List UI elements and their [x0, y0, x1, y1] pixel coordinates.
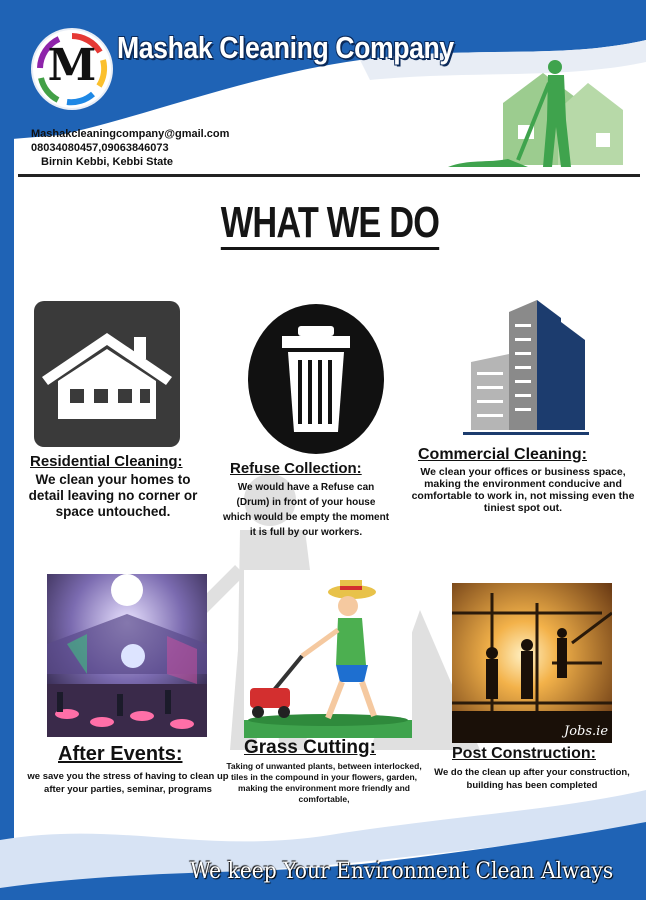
header-divider [18, 174, 640, 177]
service-text-events: we save you the stress of having to clean up after your parties, seminar, programs [27, 771, 229, 795]
address-text: Birnin Kebbi, Kebbi State [41, 156, 174, 168]
logo-letter: M [47, 40, 97, 91]
company-name: Mashak Cleaning Company [117, 30, 454, 65]
service-heading-commercial: Commercial Cleaning: [418, 446, 587, 463]
service-heading-residential: Residential Cleaning: [30, 453, 183, 470]
footer-slogan: We keep Your Environment Clean Always [190, 859, 614, 884]
email-text: Mashakcleaningcompany@gmail.com [31, 128, 230, 140]
service-heading-grass: Grass Cutting: [244, 737, 376, 758]
page-title [73, 198, 588, 248]
service-text-refuse: We would have a Refuse can (Drum) in front of your house which would be empty the moment it is full by our workers. [222, 482, 390, 538]
service-text-residential: We clean your homes to detail leaving no corner or space untouched. [28, 472, 198, 519]
left-blue-border [0, 0, 14, 900]
service-text-grass: Taking of unwanted plants, between interlocked, tiles in the compound in your flowers, garden, making the environment more friendly and comfortable, [226, 761, 422, 804]
cleaner-houses-icon [448, 55, 633, 173]
house-icon [34, 301, 180, 447]
service-heading-events: After Events: [58, 743, 183, 765]
company-logo [33, 30, 111, 108]
service-text-commercial: We clean your offices or business space, making the environment conducive and comfortable to work in, not missing even the tiniest spot out. [411, 466, 635, 514]
construction-workers-photo [452, 583, 612, 743]
service-heading-construction: Post Construction: [452, 745, 596, 762]
phone-text: 08034080457,09063846073 [31, 142, 169, 154]
photo-watermark-text: Jobs.ie [564, 724, 609, 739]
lawn-mower-illustration [244, 570, 412, 738]
page-title-text: WHAT WE DO [221, 198, 439, 250]
event-hall-photo [47, 574, 207, 737]
office-building-icon [463, 300, 589, 440]
service-heading-refuse: Refuse Collection: [230, 460, 362, 477]
contact-block [31, 127, 229, 169]
service-text-construction: We do the clean up after your construction, building has been completed [434, 767, 630, 791]
trash-can-icon [248, 304, 384, 454]
